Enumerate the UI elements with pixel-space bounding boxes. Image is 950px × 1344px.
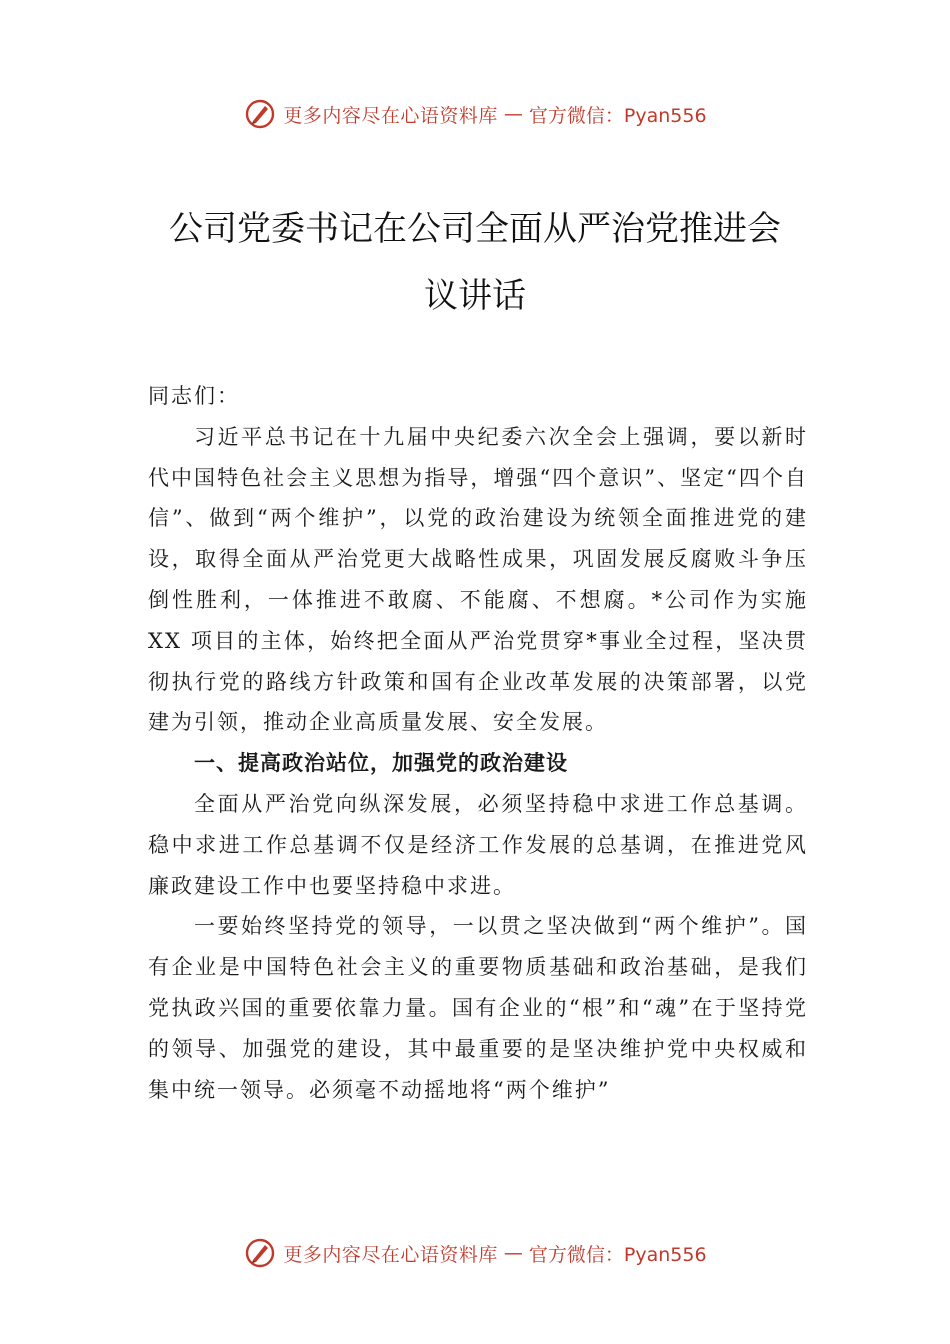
title-line-2: 议讲话 bbox=[424, 276, 526, 316]
title-line-1: 公司党委书记在公司全面从严治党推进会 bbox=[169, 209, 781, 249]
pen-logo-icon bbox=[243, 1236, 277, 1270]
document-title bbox=[0, 196, 950, 330]
section-heading-1: 一、提高政治站位，加强党的政治建设 bbox=[194, 751, 568, 776]
pen-logo-icon bbox=[243, 97, 277, 131]
header-watermark bbox=[0, 94, 950, 134]
watermark-wechat: 官方微信：Pyan556 bbox=[528, 104, 707, 127]
watermark-wechat: 官方微信：Pyan556 bbox=[528, 1243, 707, 1266]
footer-watermark bbox=[0, 1233, 950, 1273]
watermark-separator: — bbox=[503, 103, 523, 125]
paragraph-3: 一要始终坚持党的领导，一以贯之坚决做到“两个维护”。国有企业是中国特色社会主义的重要物质基础和政治基础，是我们党执政兴国的重要依靠力量。国有企业的“根”和“魂”在于坚持党的领导、加强党的建设，其中最重要的是坚决维护党中央权威和集中统一领导。必须毫不动摇地将“两个维护” bbox=[148, 914, 808, 1102]
paragraph-2: 全面从严治党向纵深发展，必须坚持稳中求进工作总基调。稳中求进工作总基调不仅是经济工作发展的总基调，在推进党风廉政建设工作中也要坚持稳中求进。 bbox=[148, 791, 808, 898]
watermark-text: 更多内容尽在心语资料库 bbox=[283, 104, 498, 127]
watermark-text: 更多内容尽在心语资料库 bbox=[283, 1243, 498, 1266]
paragraph-1: 习近平总书记在十九届中央纪委六次全会上强调，要以新时代中国特色社会主义思想为指导，增强“四个意识”、坚定“四个自信”、做到“两个维护”，以党的政治建设为统领全面推进党的建设，取得全面从严治党更大战略性成果，巩固发展反腐败斗争压倒性胜利，一体推进不敢腐、不能腐、不想腐。*公司作为实施 XX 项目的主体，始终把全面从严治党贯穿*事业全过程，坚决贯彻执行党的路线方针政策和国有企业改革发展的决策部署，以党建为引领，推动企业高质量发展、安全发展。 bbox=[148, 424, 808, 735]
salutation: 同志们： bbox=[148, 384, 240, 408]
watermark-separator: — bbox=[503, 1242, 523, 1264]
document-body bbox=[148, 376, 808, 1110]
